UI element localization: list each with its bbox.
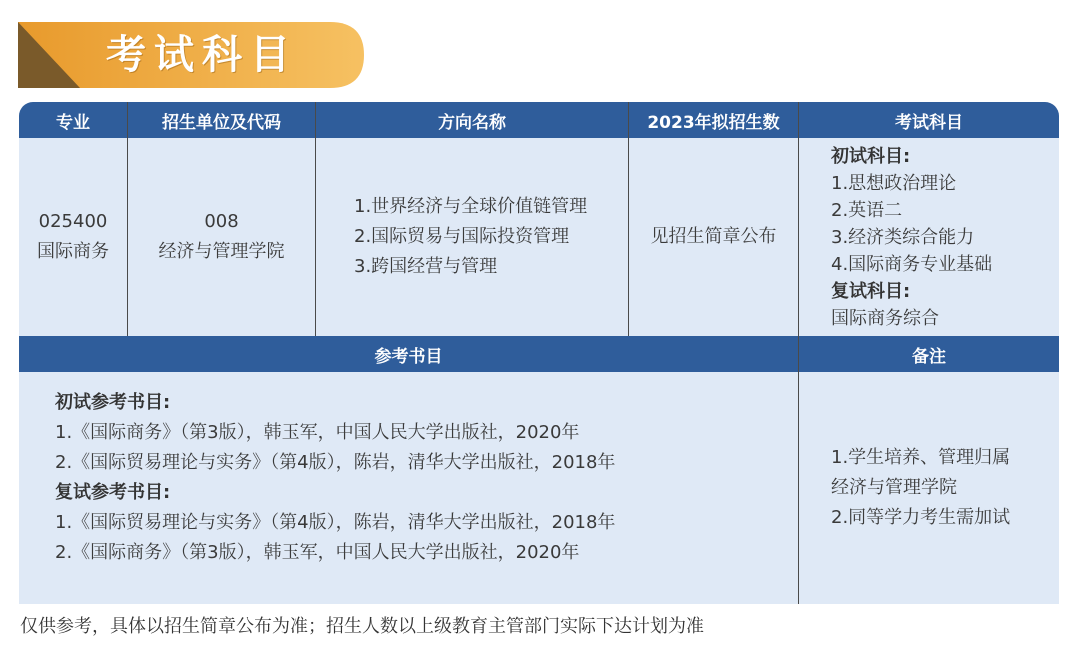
header-quota: 2023年拟招生数 (647, 112, 780, 133)
book-item: 2.《国际贸易理论与实务》（第4版），陈岩，清华大学出版社，2018年 (55, 452, 616, 473)
note-item: 经济与管理学院 (831, 477, 957, 498)
note-item: 2.同等学力考生需加试 (831, 507, 1011, 528)
exam-info-table (19, 102, 1059, 604)
prelim-subjects-label: 初试科目: (831, 145, 911, 167)
banner-title: 考试科目 (106, 32, 298, 78)
retest-subjects-label: 复试科目: (831, 280, 911, 302)
prelim-subject: 2.英语二 (831, 199, 903, 221)
cell-books (19, 372, 798, 604)
prelim-subject: 3.经济类综合能力 (831, 226, 975, 248)
unit-name: 经济与管理学院 (158, 241, 285, 262)
cell-directions (316, 138, 628, 336)
cell-quota: 见招生简章公布 (629, 138, 798, 336)
book-item: 2.《国际商务》（第3版），韩玉军，中国人民大学出版社，2020年 (55, 542, 580, 563)
header-subjects: 考试科目 (895, 112, 963, 133)
prelim-books-label: 初试参考书目: (55, 392, 171, 413)
section-banner (18, 22, 364, 88)
grid-line (127, 102, 128, 336)
grid-line (315, 102, 316, 336)
grid-line (628, 102, 629, 336)
header-notes: 备注 (799, 336, 1059, 372)
book-item: 1.《国际商务》（第3版），韩玉军，中国人民大学出版社，2020年 (55, 422, 580, 443)
header-direction: 方向名称 (438, 112, 506, 133)
header-unit: 招生单位及代码 (162, 112, 281, 133)
cell-subjects (799, 138, 1059, 336)
unit-code: 008 (204, 211, 239, 232)
cell-major (19, 138, 127, 336)
book-item: 1.《国际贸易理论与实务》（第4版），陈岩，清华大学出版社，2018年 (55, 512, 616, 533)
note-item: 1.学生培养、管理归属 (831, 447, 1011, 468)
direction-item: 2.国际贸易与国际投资管理 (354, 226, 570, 247)
footnote: 仅供参考，具体以招生简章公布为准；招生人数以上级教育主管部门实际下达计划为准 (20, 616, 704, 637)
direction-item: 3.跨国经营与管理 (354, 256, 498, 277)
major-code: 025400 (38, 211, 108, 232)
header-major: 专业 (56, 112, 90, 133)
major-name: 国际商务 (37, 241, 109, 262)
grid-line (798, 102, 799, 604)
retest-subject: 国际商务综合 (831, 307, 939, 329)
direction-item: 1.世界经济与全球价值链管理 (354, 196, 588, 217)
prelim-subject: 1.思想政治理论 (831, 172, 957, 194)
prelim-subject: 4.国际商务专业基础 (831, 253, 993, 275)
cell-notes (799, 372, 1059, 604)
retest-books-label: 复试参考书目: (55, 482, 171, 503)
header-books: 参考书目 (19, 336, 798, 372)
cell-unit (128, 138, 315, 336)
